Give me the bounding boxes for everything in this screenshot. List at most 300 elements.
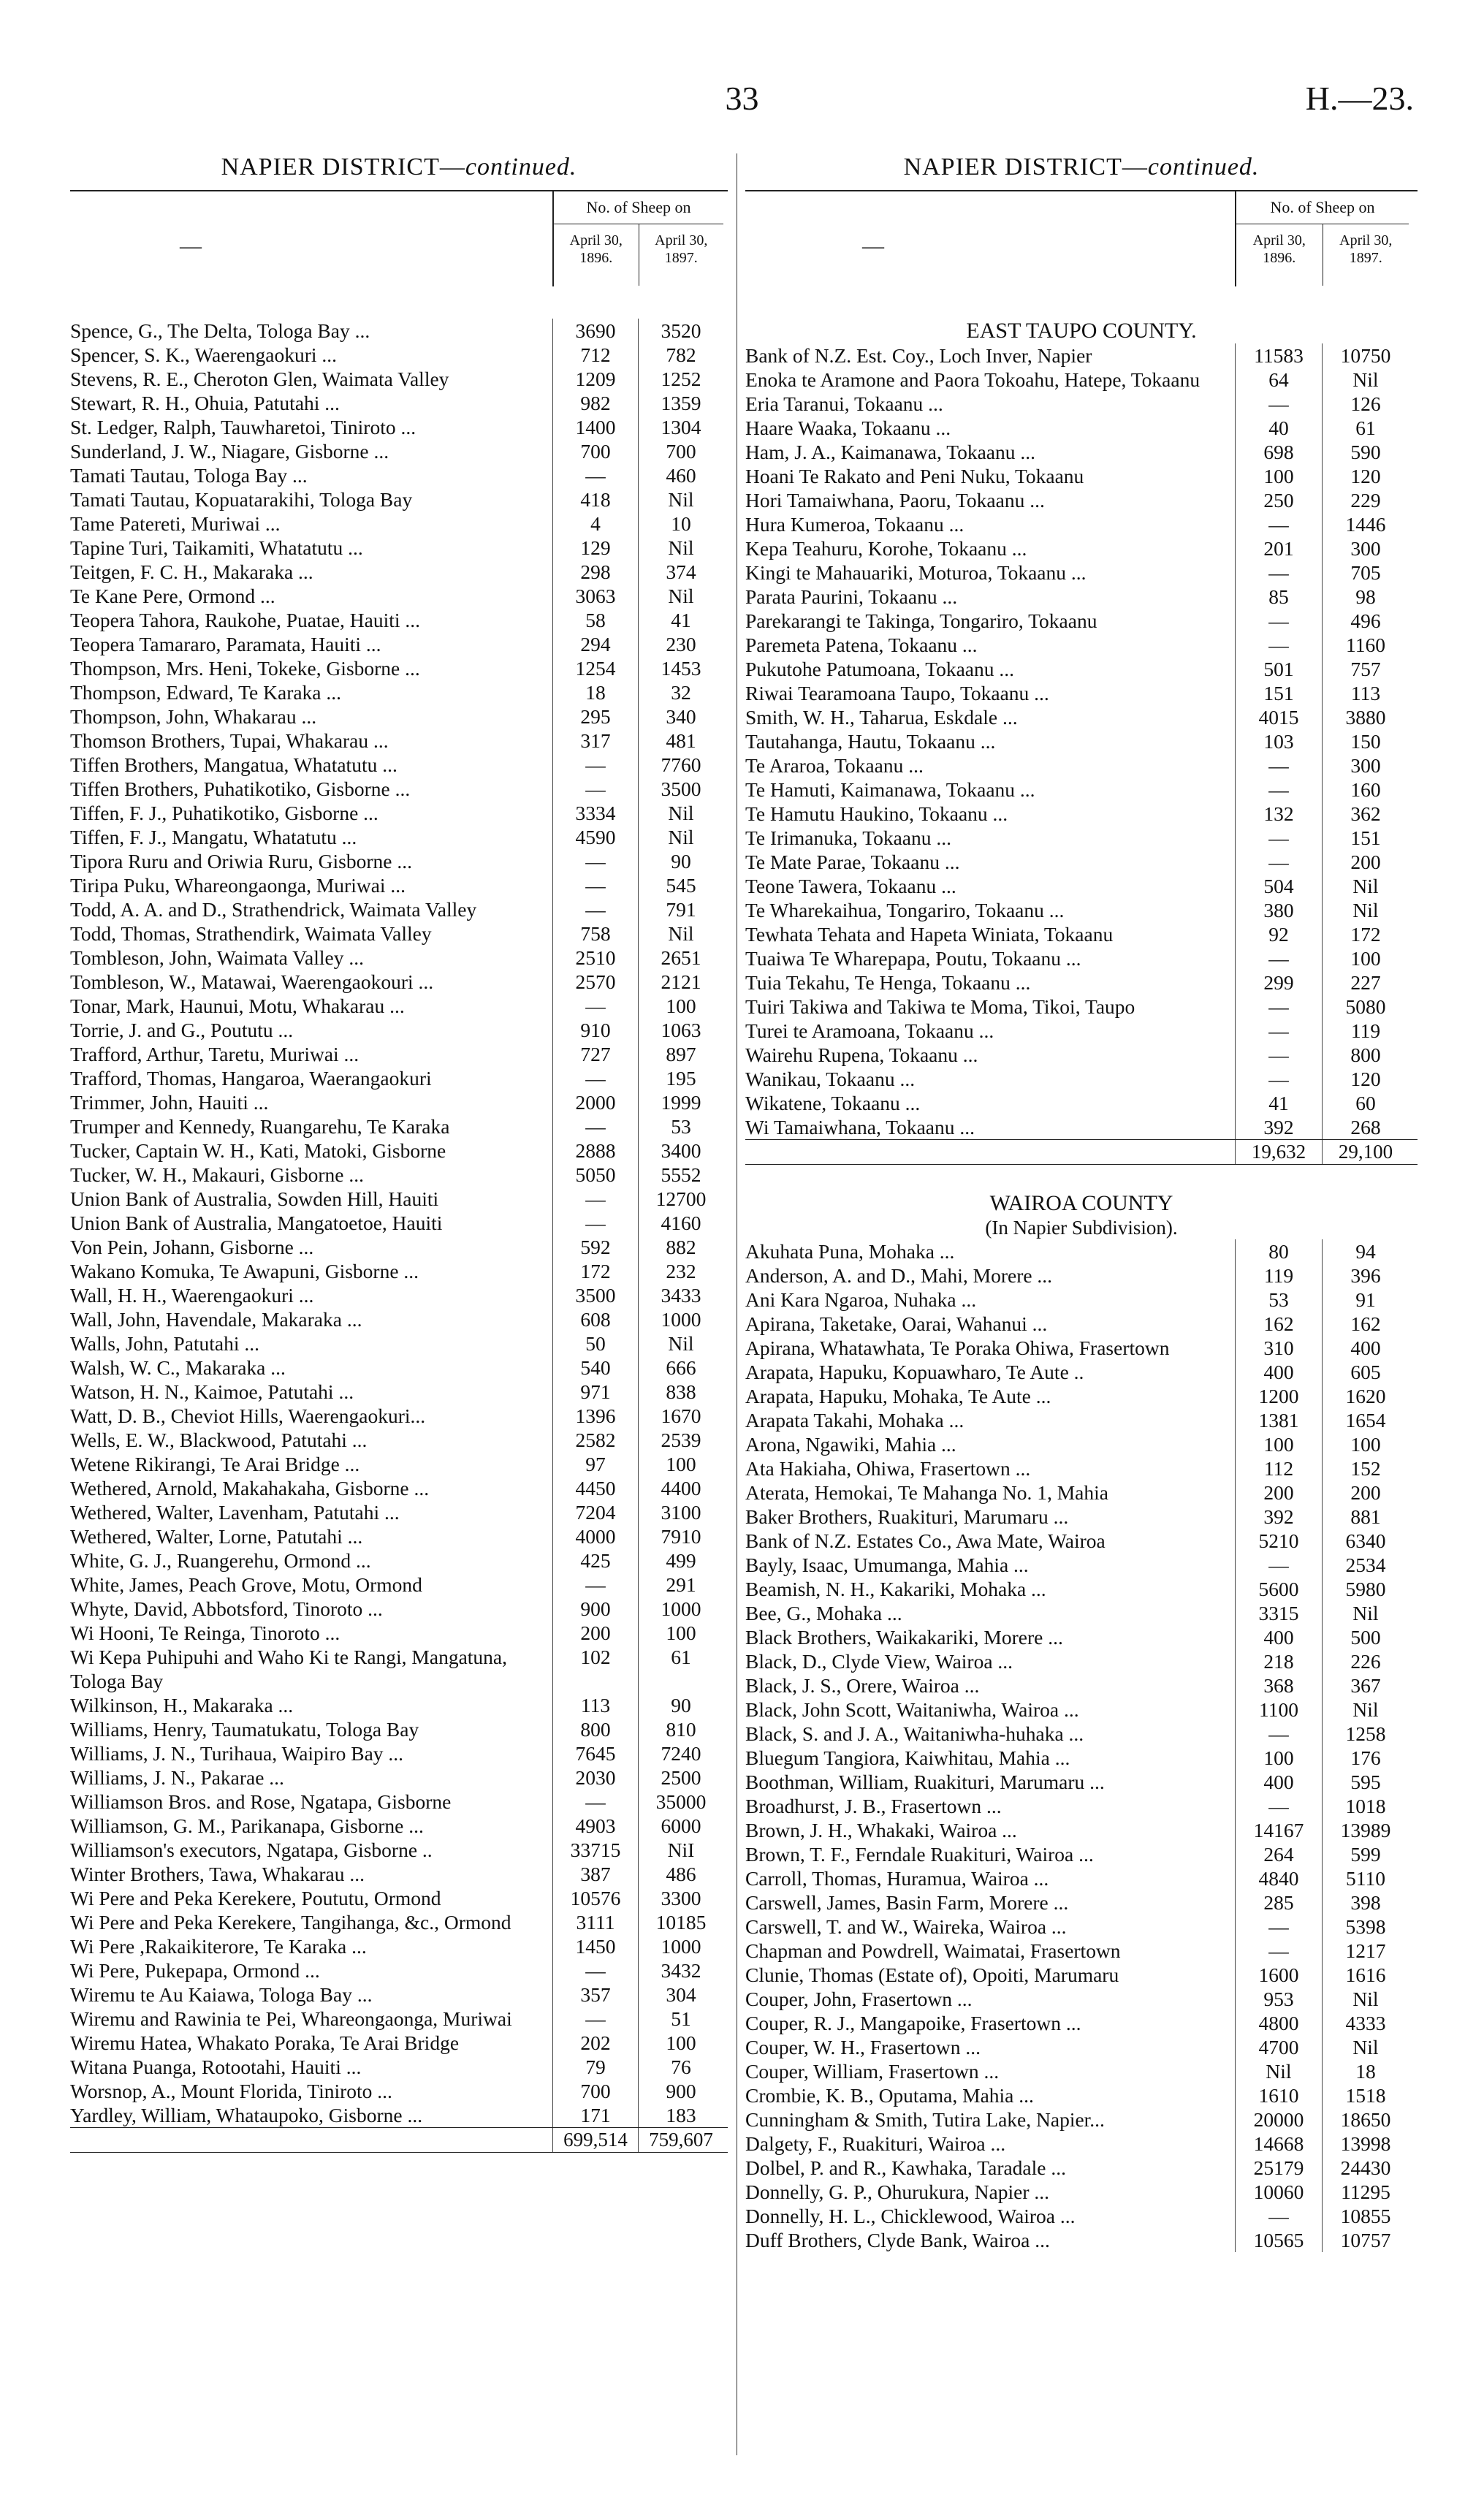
left-entry-row: [70, 946, 728, 970]
wairoa-entry-row: [745, 1553, 1418, 1577]
left-entry-row: [70, 1597, 728, 1621]
east-taupo-entry-name: Wanikau, Tokaanu ...: [745, 1068, 916, 1090]
right-sheep-title: No. of Sheep on: [1236, 191, 1409, 224]
east-taupo-entry-row: [745, 368, 1418, 392]
left-entry-value-1896: —: [552, 463, 638, 487]
east-taupo-entry-value-1896: 698: [1235, 440, 1322, 464]
wairoa-entry-row: [745, 2180, 1418, 2204]
left-entry-name: Tombleson, John, Waimata Valley ...: [70, 946, 364, 969]
left-column-title: [70, 153, 728, 190]
wairoa-entry-value-1896: 80: [1235, 1239, 1322, 1263]
left-entry-row: [70, 1741, 728, 1765]
left-entry-name: Tucker, W. H., Makauri, Gisborne ...: [70, 1163, 364, 1186]
left-entry-value-1896: 758: [552, 921, 638, 946]
left-entry-name: Williamson's executors, Ngatapa, Gisborne ..: [70, 1839, 433, 1861]
wairoa-entry-value-1897: 162: [1322, 1312, 1409, 1336]
wairoa-entry-row: [745, 1625, 1418, 1649]
left-entry-row: [70, 1283, 728, 1307]
left-entry-name: Te Kane Pere, Ormond ...: [70, 585, 275, 607]
left-entry-value-1896: 700: [552, 439, 638, 463]
wairoa-entry-value-1897: 1518: [1322, 2083, 1409, 2107]
east-taupo-entry-value-1896: 92: [1235, 922, 1322, 946]
left-entry-name: Wall, H. H., Waerengaokuri ...: [70, 1284, 314, 1307]
left-entry-value-1897: Nil: [638, 825, 723, 849]
east-taupo-entry-row: [745, 536, 1418, 560]
wairoa-entry-value-1896: 119: [1235, 1263, 1322, 1288]
wairoa-entry-value-1896: 162: [1235, 1312, 1322, 1336]
east-taupo-entry-value-1897: Nil: [1322, 898, 1409, 922]
left-entry-value-1896: 1400: [552, 415, 638, 439]
left-entry-row: [70, 1163, 728, 1187]
left-title-italic: continued.: [465, 153, 577, 180]
east-taupo-entry-row: [745, 560, 1418, 585]
wairoa-entry-value-1896: 4840: [1235, 1866, 1322, 1890]
left-entry-value-1897: 700: [638, 439, 723, 463]
wairoa-entry-row: [745, 1456, 1418, 1480]
east-taupo-entry-value-1897: 757: [1322, 657, 1409, 681]
left-entry-row: [70, 1307, 728, 1331]
left-entry-name: Wiremu and Rawinia te Pei, Whareongaonga, Muriwai: [70, 2007, 512, 2030]
east-taupo-entry-value-1896: 11583: [1235, 343, 1322, 368]
east-taupo-entry-value-1897: 268: [1322, 1115, 1409, 1139]
east-taupo-entry-name: Bank of N.Z. Est. Coy., Loch Inver, Napier: [745, 344, 1092, 367]
wairoa-entry-value-1897: 1018: [1322, 1794, 1409, 1818]
east-taupo-entry-row: [745, 633, 1418, 657]
east-taupo-entry-value-1897: 120: [1322, 1067, 1409, 1091]
wairoa-entry-row: [745, 2035, 1418, 2059]
left-entry-value-1896: 113: [552, 1693, 638, 1717]
left-entry-value-1896: 79: [552, 2055, 638, 2079]
east-taupo-entry-value-1896: 151: [1235, 681, 1322, 705]
left-entry-name: White, G. J., Ruangerehu, Ormond ...: [70, 1549, 371, 1572]
wairoa-entry-name: Dalgety, F., Ruakituri, Wairoa ...: [745, 2132, 1006, 2155]
wairoa-entry-row: [745, 1288, 1418, 1312]
left-entry-value-1897: 90: [638, 849, 723, 873]
wairoa-entry-row: [745, 1746, 1418, 1770]
wairoa-entry-row: [745, 1577, 1418, 1601]
wairoa-entry-value-1896: 1381: [1235, 1408, 1322, 1432]
wairoa-entry-value-1896: 5600: [1235, 1577, 1322, 1601]
left-entry-value-1896: 418: [552, 487, 638, 512]
left-entry-row: [70, 1765, 728, 1790]
left-entry-value-1897: 3433: [638, 1283, 723, 1307]
left-entry-value-1897: 810: [638, 1717, 723, 1741]
left-entry-row: [70, 825, 728, 849]
left-entry-name: Teitgen, F. C. H., Makaraka ...: [70, 560, 313, 583]
wairoa-entry-value-1897: 18650: [1322, 2107, 1409, 2132]
left-entry-name: Spencer, S. K., Waerengaokuri ...: [70, 343, 338, 366]
left-entry-value-1897: 6000: [638, 1814, 723, 1838]
left-entry-row: [70, 2031, 728, 2055]
east-taupo-entry-name: Ham, J. A., Kaimanawa, Tokaanu ...: [745, 441, 1035, 463]
wairoa-entry-value-1896: 200: [1235, 1480, 1322, 1505]
report-code: H.—23.: [1305, 80, 1414, 117]
wairoa-entry-value-1896: 285: [1235, 1890, 1322, 1915]
left-entry-name: Williamson, G. M., Parikanapa, Gisborne ...: [70, 1814, 424, 1837]
wairoa-entry-value-1896: 4700: [1235, 2035, 1322, 2059]
left-entry-name: Stewart, R. H., Ohuia, Patutahi ...: [70, 392, 340, 414]
left-entry-name: Tame Patereti, Muriwai ...: [70, 512, 281, 535]
left-entry-row: [70, 897, 728, 921]
left-entry-value-1896: 4: [552, 512, 638, 536]
east-taupo-entry-name: Te Hamutu Haukino, Tokaanu ...: [745, 802, 1008, 825]
left-entry-value-1897: 5552: [638, 1163, 723, 1187]
left-entry-value-1897: 2500: [638, 1765, 723, 1790]
left-entry-name: Yardley, William, Whataupoko, Gisborne ...: [70, 2104, 423, 2126]
wairoa-entry-value-1896: —: [1235, 2204, 1322, 2228]
left-entry-name: Wethered, Walter, Lorne, Patutahi ...: [70, 1525, 363, 1548]
wairoa-entry-row: [745, 1963, 1418, 1987]
wairoa-entry-name: Brown, J. H., Whakaki, Wairoa ...: [745, 1819, 1017, 1841]
page-number: 33: [725, 80, 759, 117]
wairoa-entry-row: [745, 1601, 1418, 1625]
east-taupo-entry-name: Tuaiwa Te Wharepapa, Poutu, Tokaanu ...: [745, 947, 1081, 970]
east-taupo-entry-row: [745, 1115, 1418, 1139]
wairoa-entry-row: [745, 2204, 1418, 2228]
wairoa-entry-name: Black, John Scott, Waitaniwha, Wairoa ...: [745, 1698, 1079, 1721]
east-taupo-entry-name: Enoka te Aramone and Paora Tokoahu, Hatepe, Tokaanu: [745, 368, 1200, 391]
east-taupo-entry-row: [745, 850, 1418, 874]
east-taupo-entry-value-1896: —: [1235, 633, 1322, 657]
wairoa-entry-row: [745, 2059, 1418, 2083]
east-taupo-entry-value-1896: 250: [1235, 488, 1322, 512]
left-table-body: [70, 319, 728, 2153]
left-entry-value-1897: 183: [638, 2103, 723, 2127]
right-column-title: [745, 153, 1418, 190]
left-entry-row: [70, 921, 728, 946]
wairoa-entry-row: [745, 1866, 1418, 1890]
left-entry-value-1896: —: [552, 1187, 638, 1211]
left-entry-value-1896: 295: [552, 704, 638, 729]
wairoa-entry-row: [745, 1673, 1418, 1697]
wairoa-entry-value-1897: 13989: [1322, 1818, 1409, 1842]
east-taupo-entry-value-1896: —: [1235, 1019, 1322, 1043]
left-entry-value-1897: 100: [638, 1621, 723, 1645]
left-entry-row: [70, 994, 728, 1018]
left-entry-value-1896: 4000: [552, 1524, 638, 1548]
east-taupo-entry-value-1897: 151: [1322, 826, 1409, 850]
left-entry-name: Tonar, Mark, Haunui, Motu, Whakarau ...: [70, 995, 405, 1017]
left-total-1896: 699,514: [552, 2128, 638, 2152]
east-taupo-entry-value-1896: —: [1235, 850, 1322, 874]
left-entry-value-1897: 791: [638, 897, 723, 921]
left-entry-value-1897: 10185: [638, 1910, 723, 1934]
left-entry-row: [70, 319, 728, 343]
left-entry-value-1896: —: [552, 1790, 638, 1814]
left-entry-value-1897: 12700: [638, 1187, 723, 1211]
wairoa-entry-row: [745, 1794, 1418, 1818]
left-entry-value-1897: 486: [638, 1862, 723, 1886]
left-entry-value-1897: 2651: [638, 946, 723, 970]
left-entry-name: Watson, H. N., Kaimoe, Patutahi ...: [70, 1380, 354, 1403]
left-entry-value-1897: 1304: [638, 415, 723, 439]
left-entry-name: Tiffen Brothers, Puhatikotiko, Gisborne ...: [70, 778, 411, 800]
wairoa-entry-name: Arapata, Hapuku, Mohaka, Te Aute ...: [745, 1385, 1051, 1407]
left-entry-value-1896: 3063: [552, 584, 638, 608]
east-taupo-entry-value-1896: —: [1235, 1043, 1322, 1067]
east-taupo-entry-name: Pukutohe Patumoana, Tokaanu ...: [745, 658, 1015, 680]
wairoa-entry-row: [745, 2228, 1418, 2252]
wairoa-entry-name: Couper, John, Frasertown ...: [745, 1988, 973, 2010]
east-taupo-entry-value-1897: 120: [1322, 464, 1409, 488]
wairoa-entry-row: [745, 1239, 1418, 1263]
wairoa-entry-value-1897: 100: [1322, 1432, 1409, 1456]
left-entry-value-1897: 1000: [638, 1597, 723, 1621]
left-entry-row: [70, 777, 728, 801]
wairoa-entry-value-1897: 1217: [1322, 1939, 1409, 1963]
left-column: [70, 153, 728, 2153]
left-entry-value-1897: 76: [638, 2055, 723, 2079]
east-taupo-entry-row: [745, 440, 1418, 464]
wairoa-entry-row: [745, 1384, 1418, 1408]
left-entry-row: [70, 536, 728, 560]
wairoa-entry-value-1897: Nil: [1322, 1697, 1409, 1722]
left-entry-name: Wethered, Arnold, Makahakaha, Gisborne ...: [70, 1477, 430, 1499]
east-taupo-entry-name: Paremeta Patena, Tokaanu ...: [745, 634, 978, 656]
left-entry-value-1897: 100: [638, 2031, 723, 2055]
wairoa-entry-value-1897: 398: [1322, 1890, 1409, 1915]
left-entry-value-1897: 1063: [638, 1018, 723, 1042]
wairoa-entry-row: [745, 2156, 1418, 2180]
left-entry-value-1896: 1209: [552, 367, 638, 391]
east-taupo-entry-name: Tuia Tekahu, Te Henga, Tokaanu ...: [745, 971, 1031, 994]
left-entry-value-1897: 90: [638, 1693, 723, 1717]
left-entry-value-1896: 800: [552, 1717, 638, 1741]
wairoa-entry-name: Bank of N.Z. Estates Co., Awa Mate, Wairoa: [745, 1529, 1106, 1552]
left-entry-row: [70, 343, 728, 367]
left-entry-value-1897: 61: [638, 1645, 723, 1693]
wairoa-entry-value-1896: —: [1235, 1722, 1322, 1746]
left-entry-name: Williamson Bros. and Rose, Ngatapa, Gisborne: [70, 1790, 452, 1813]
left-entry-value-1896: —: [552, 873, 638, 897]
left-entry-value-1897: NiI: [638, 1838, 723, 1862]
left-entry-value-1897: 195: [638, 1066, 723, 1090]
left-entry-value-1896: 2582: [552, 1428, 638, 1452]
left-entry-row: [70, 1356, 728, 1380]
east-taupo-entry-name: Haare Waaka, Tokaanu ...: [745, 417, 951, 439]
left-entry-value-1896: 200: [552, 1621, 638, 1645]
wairoa-entry-name: Akuhata Puna, Mohaka ...: [745, 1240, 955, 1263]
left-entry-name: Williams, J. N., Pakarae ...: [70, 1766, 284, 1789]
left-entry-value-1897: 7760: [638, 753, 723, 777]
left-total-1897: 759,607: [638, 2128, 723, 2152]
east-taupo-entry-row: [745, 705, 1418, 729]
wairoa-entry-value-1897: 226: [1322, 1649, 1409, 1673]
wairoa-entry-name: Carswell, James, Basin Farm, Morere ...: [745, 1891, 1069, 1914]
left-entry-row: [70, 704, 728, 729]
left-entry-row: [70, 463, 728, 487]
left-entry-name: Wilkinson, H., Makaraka ...: [70, 1694, 294, 1716]
wairoa-entry-name: Black, S. and J. A., Waitaniwha-huhaka ...: [745, 1722, 1084, 1745]
left-entry-row: [70, 1259, 728, 1283]
east-taupo-entry-row: [745, 753, 1418, 778]
east-taupo-entry-value-1897: 160: [1322, 778, 1409, 802]
east-taupo-entry-value-1897: Nil: [1322, 368, 1409, 392]
wairoa-entry-name: Broadhurst, J. B., Frasertown ...: [745, 1795, 1002, 1817]
wairoa-entry-row: [745, 2132, 1418, 2156]
east-taupo-entry-value-1896: —: [1235, 512, 1322, 536]
wairoa-entry-value-1897: 13998: [1322, 2132, 1409, 2156]
wairoa-entry-value-1896: 112: [1235, 1456, 1322, 1480]
east-taupo-entry-value-1897: 126: [1322, 392, 1409, 416]
left-entry-name: Thomson Brothers, Tupai, Whakarau ...: [70, 729, 389, 752]
left-entry-value-1897: 1999: [638, 1090, 723, 1114]
left-title-text: NAPIER DISTRICT—: [221, 153, 465, 180]
left-entry-value-1896: 3111: [552, 1910, 638, 1934]
left-entry-value-1896: —: [552, 1066, 638, 1090]
wairoa-entry-row: [745, 2011, 1418, 2035]
wairoa-entry-value-1897: 1654: [1322, 1408, 1409, 1432]
left-entry-row: [70, 1621, 728, 1645]
wairoa-entry-name: Black Brothers, Waikakariki, Morere ...: [745, 1626, 1063, 1649]
wairoa-entry-value-1896: —: [1235, 1939, 1322, 1963]
right-sheep-header: [1235, 191, 1409, 286]
right-title-italic: continued.: [1147, 153, 1260, 180]
left-entry-value-1897: 3520: [638, 319, 723, 343]
left-name-header: —: [180, 234, 202, 258]
right-column: [745, 153, 1418, 2252]
left-entry-value-1897: 340: [638, 704, 723, 729]
left-entry-value-1896: 2000: [552, 1090, 638, 1114]
east-total-1897: 29,100: [1322, 1140, 1409, 1164]
east-taupo-entry-row: [745, 392, 1418, 416]
east-taupo-entry-row: [745, 464, 1418, 488]
left-entry-value-1897: Nil: [638, 801, 723, 825]
wairoa-entry-value-1896: 400: [1235, 1360, 1322, 1384]
east-taupo-entry-value-1897: Nil: [1322, 874, 1409, 898]
left-entry-name: Walls, John, Patutahi ...: [70, 1332, 260, 1355]
left-entry-value-1896: 172: [552, 1259, 638, 1283]
left-entry-name: Wi Pere and Peka Kerekere, Tangihanga, &c., Ormond: [70, 1911, 511, 1934]
left-entry-name: Wi Pere, Pukepapa, Ormond ...: [70, 1959, 320, 1982]
wairoa-entry-value-1897: 11295: [1322, 2180, 1409, 2204]
wairoa-entry-value-1896: —: [1235, 1553, 1322, 1577]
east-taupo-entry-value-1896: 100: [1235, 464, 1322, 488]
east-taupo-entry-name: Hoani Te Rakato and Peni Nuku, Tokaanu: [745, 465, 1084, 487]
wairoa-entry-value-1897: 396: [1322, 1263, 1409, 1288]
east-taupo-entry-row: [745, 778, 1418, 802]
wairoa-entry-value-1896: 4800: [1235, 2011, 1322, 2035]
wairoa-entry-value-1897: 200: [1322, 1480, 1409, 1505]
wairoa-entry-value-1896: 20000: [1235, 2107, 1322, 2132]
left-entry-value-1896: —: [552, 753, 638, 777]
east-taupo-entry-value-1896: —: [1235, 392, 1322, 416]
left-entry-name: Tiffen, F. J., Mangatu, Whatatutu ...: [70, 826, 357, 848]
east-taupo-entry-row: [745, 657, 1418, 681]
wairoa-entry-value-1897: 94: [1322, 1239, 1409, 1263]
wairoa-entry-value-1896: 10565: [1235, 2228, 1322, 2252]
left-entry-value-1897: 53: [638, 1114, 723, 1138]
east-taupo-entry-row: [745, 512, 1418, 536]
left-entry-name: Wiremu te Au Kaiawa, Tologa Bay ...: [70, 1983, 373, 2006]
left-entry-row: [70, 1573, 728, 1597]
wairoa-entry-value-1896: 953: [1235, 1987, 1322, 2011]
wairoa-entry-value-1897: 400: [1322, 1336, 1409, 1360]
left-entry-value-1896: 1450: [552, 1934, 638, 1958]
left-entry-row: [70, 1380, 728, 1404]
left-entry-row: [70, 1958, 728, 1982]
left-entry-row: [70, 584, 728, 608]
east-taupo-entry-name: Wairehu Rupena, Tokaanu ...: [745, 1043, 978, 1066]
wairoa-entry-value-1896: 368: [1235, 1673, 1322, 1697]
left-entry-name: Stevens, R. E., Cheroton Glen, Waimata Valley: [70, 368, 449, 390]
east-taupo-entry-value-1896: 504: [1235, 874, 1322, 898]
left-entry-row: [70, 1693, 728, 1717]
left-entry-row: [70, 1500, 728, 1524]
east-taupo-entry-value-1896: 380: [1235, 898, 1322, 922]
left-entry-value-1896: —: [552, 1573, 638, 1597]
left-entry-value-1896: —: [552, 1211, 638, 1235]
east-taupo-entry-value-1897: 496: [1322, 609, 1409, 633]
east-taupo-entry-value-1896: —: [1235, 609, 1322, 633]
wairoa-entry-name: Black, D., Clyde View, Wairoa ...: [745, 1650, 1013, 1673]
left-entry-name: Tiffen Brothers, Mangatua, Whatatutu ...: [70, 753, 397, 776]
left-entry-value-1896: 97: [552, 1452, 638, 1476]
left-entry-value-1897: 291: [638, 1573, 723, 1597]
left-entry-value-1896: 5050: [552, 1163, 638, 1187]
wairoa-entry-value-1896: 1200: [1235, 1384, 1322, 1408]
left-entry-value-1896: 317: [552, 729, 638, 753]
left-entry-name: Teopera Tahora, Raukohe, Puatae, Hauiti ...: [70, 609, 421, 631]
left-entry-value-1896: 2888: [552, 1138, 638, 1163]
wairoa-entry-value-1897: 881: [1322, 1505, 1409, 1529]
left-entry-value-1896: 1254: [552, 656, 638, 680]
left-sheep-header: [552, 191, 723, 286]
left-entry-value-1897: 900: [638, 2079, 723, 2103]
left-entry-row: [70, 1886, 728, 1910]
wairoa-entry-value-1896: 264: [1235, 1842, 1322, 1866]
wairoa-entry-name: Donnelly, H. L., Chicklewood, Wairoa ...: [745, 2205, 1076, 2227]
east-taupo-entry-name: Te Irimanuka, Tokaanu ...: [745, 826, 952, 849]
left-entry-row: [70, 849, 728, 873]
left-entry-name: Tombleson, W., Matawai, Waerengaokouri ...: [70, 970, 434, 993]
left-entry-row: [70, 1862, 728, 1886]
left-entry-value-1896: 700: [552, 2079, 638, 2103]
left-entry-value-1896: 50: [552, 1331, 638, 1356]
east-taupo-entry-value-1896: 132: [1235, 802, 1322, 826]
left-entry-row: [70, 1404, 728, 1428]
left-entry-row: [70, 1428, 728, 1452]
east-taupo-entry-value-1896: —: [1235, 946, 1322, 970]
left-entry-row: [70, 970, 728, 994]
left-entry-name: Tucker, Captain W. H., Kati, Matoki, Gisborne: [70, 1139, 446, 1162]
wairoa-entry-value-1897: 5398: [1322, 1915, 1409, 1939]
left-entry-row: [70, 608, 728, 632]
east-taupo-entry-value-1897: 362: [1322, 802, 1409, 826]
right-table-header: [745, 190, 1418, 286]
wairoa-entry-row: [745, 1408, 1418, 1432]
wairoa-entry-name: Ata Hakiaha, Ohiwa, Frasertown ...: [745, 1457, 1031, 1480]
wairoa-entry-name: Dolbel, P. and R., Kawhaka, Taradale ...: [745, 2156, 1066, 2179]
wairoa-entry-value-1897: 605: [1322, 1360, 1409, 1384]
left-entry-name: Witana Puanga, Rotootahi, Hauiti ...: [70, 2056, 362, 2078]
east-taupo-entry-row: [745, 1067, 1418, 1091]
east-taupo-entry-value-1897: 300: [1322, 753, 1409, 778]
wairoa-entry-value-1897: 1258: [1322, 1722, 1409, 1746]
left-entry-value-1897: 2121: [638, 970, 723, 994]
wairoa-entry-name: Chapman and Powdrell, Waimatai, Frasertown: [745, 1939, 1121, 1962]
left-entry-name: Winter Brothers, Tawa, Whakarau ...: [70, 1863, 365, 1885]
east-taupo-entry-row: [745, 922, 1418, 946]
wairoa-entry-value-1896: 218: [1235, 1649, 1322, 1673]
left-entry-row: [70, 1042, 728, 1066]
east-taupo-entry-value-1897: 172: [1322, 922, 1409, 946]
east-taupo-entry-value-1897: 5080: [1322, 995, 1409, 1019]
left-entry-value-1897: 1453: [638, 656, 723, 680]
wairoa-entry-value-1897: 10757: [1322, 2228, 1409, 2252]
left-entry-value-1896: 18: [552, 680, 638, 704]
left-entry-name: Thompson, Edward, Te Karaka ...: [70, 681, 342, 704]
